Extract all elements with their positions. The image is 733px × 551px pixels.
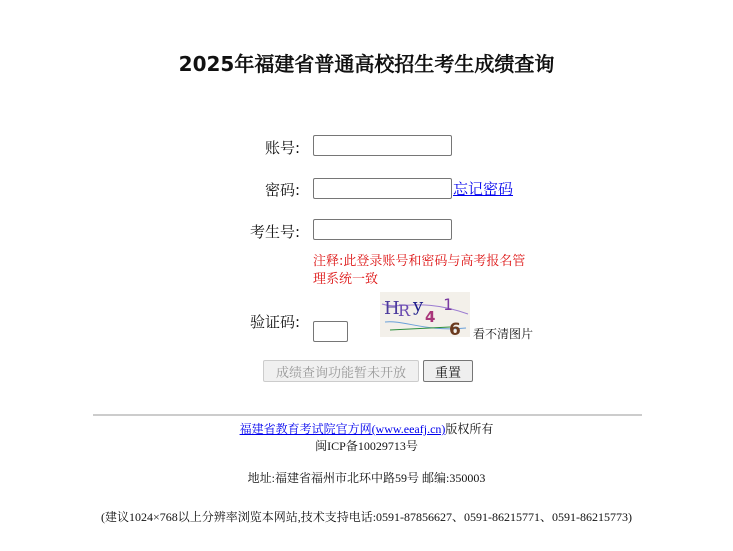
footer-org-line — [0, 420, 733, 437]
login-note: 注释:此登录账号和密码与高考报名管理系统一致 — [313, 254, 526, 287]
svg-text:4: 4 — [425, 308, 436, 326]
svg-text:6: 6 — [449, 320, 461, 337]
account-label: 账号: — [264, 139, 300, 157]
footer-divider — [93, 414, 642, 416]
captcha-label: 验证码: — [249, 313, 300, 331]
exam-id-label: 考生号: — [249, 223, 300, 241]
address-text: 地址:福建省福州市北环中路59号 邮编:350003 — [247, 471, 486, 485]
svg-text:1: 1 — [443, 295, 453, 314]
captcha-refresh-link[interactable]: 看不清图片 — [473, 327, 534, 341]
page-title: 2025年福建省普通高校招生考生成绩查询 — [178, 52, 555, 76]
svg-text:H: H — [384, 298, 400, 319]
account-input[interactable] — [313, 135, 452, 156]
password-input[interactable] — [313, 178, 452, 199]
captcha-image[interactable] — [380, 292, 470, 337]
svg-text:R: R — [398, 301, 411, 320]
copyright-text: 版权所有 — [445, 422, 494, 436]
svg-text:y: y — [413, 295, 424, 316]
icp-text: 闽ICP备10029713号 — [315, 439, 418, 453]
support-text: (建议1024×768以上分辨率浏览本网站,技术支持电话:0591-87856627、0591-86215771、0591-86215773) — [100, 510, 633, 524]
exam-id-input[interactable] — [313, 219, 452, 240]
org-website-link[interactable]: 福建省教育考试院官方网(www.eeafj.cn) — [239, 422, 446, 436]
password-label: 密码: — [264, 181, 300, 199]
forgot-password-link[interactable]: 忘记密码 — [453, 180, 514, 198]
captcha-graphic — [380, 292, 470, 337]
reset-button[interactable]: 重置 — [423, 360, 473, 382]
query-score-button[interactable]: 成绩查询功能暂未开放 — [263, 360, 419, 382]
captcha-input[interactable] — [313, 321, 348, 342]
